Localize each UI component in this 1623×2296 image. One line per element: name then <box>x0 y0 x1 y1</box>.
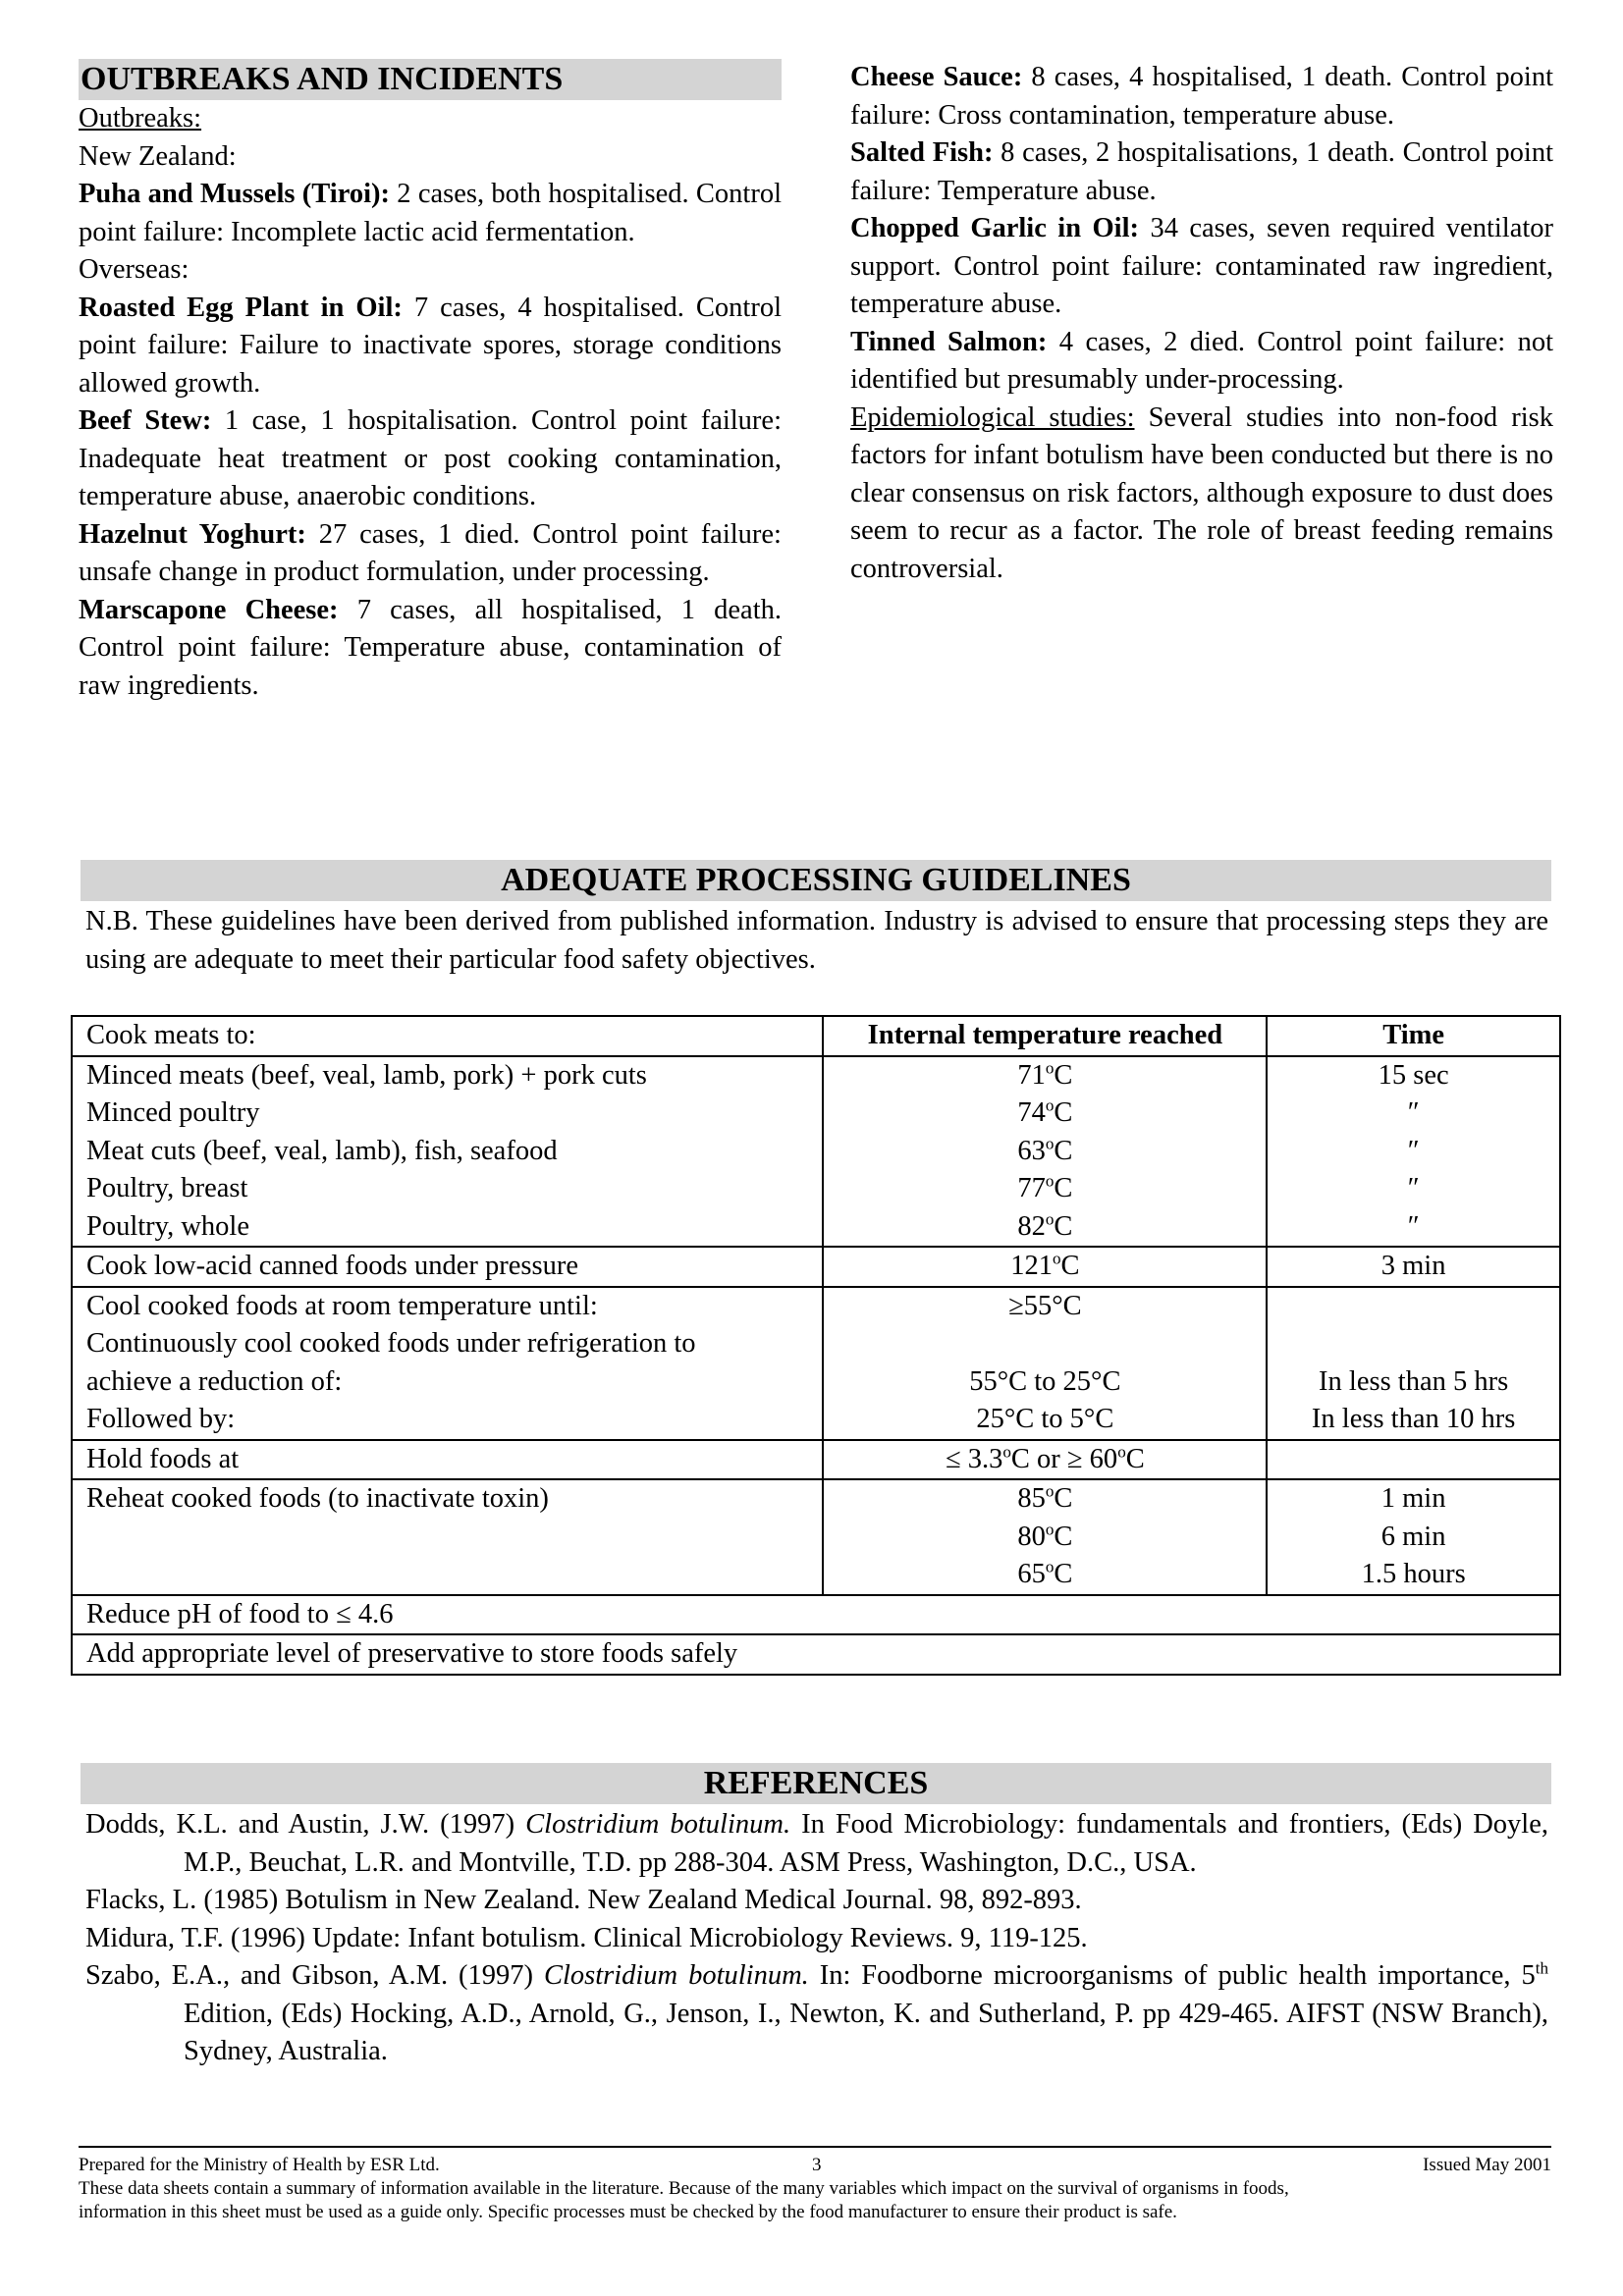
footer-disclaimer-1: These data sheets contain a summary of information available in the literature. Because of the many variables which impact on the survival of organisms in foods, <box>79 2178 1289 2199</box>
outbreak-entry: Beef Stew: 1 case, 1 hospitalisation. Control point failure: Inadequate heat treatment or post cooking contamination, temperature abuse, anaerobic conditions. <box>79 405 782 511</box>
outbreaks-heading: OUTBREAKS AND INCIDENTS <box>79 59 782 100</box>
outbreak-entry: Cheese Sauce: 8 cases, 4 hospitalised, 1 death. Control point failure: Cross contamination, temperature abuse. <box>850 62 1553 131</box>
outbreak-entry: Roasted Egg Plant in Oil: 7 cases, 4 hospitalised. Control point failure: Failure to inactivate spores, storage conditions allowed growth. <box>79 292 783 399</box>
reference-item: Szabo, E.A., and Gibson, A.M. (1997) Clostridium botulinum. In: Foodborne microorganisms of public health importance, 5th Edition, (Eds) Hocking, A.D., Arnold, G., Jenson, I., Newton, K. and Sutherland, P. pp 429-465. AIFST (NSW Branch), Sydney, Australia. <box>85 1958 1548 2066</box>
outbreak-entry: Tinned Salmon: 4 cases, 2 died. Control point failure: not identified but presumably under-processing. <box>850 326 1554 395</box>
table-row <box>72 1056 1560 1248</box>
table-row: Reheat cooked foods (to inactivate toxin) 85$^o$C 80$^o$C 65$^o$C 1 min 6 min 1.5 hours <box>72 1479 1560 1595</box>
header-time: Time <box>1267 1016 1560 1056</box>
table-header-row <box>72 1016 1560 1056</box>
guidelines-note: N.B. These guidelines have been derived from published information. Industry is advised to ensure that processing steps they are using are adequate to meet their particular food safety objectives. <box>85 906 1548 975</box>
reference-item: Flacks, L. (1985) Botulism in New Zealand. New Zealand Medical Journal. 98, 892-893. <box>85 1885 1082 1915</box>
header-cook-meats: Cook meats to: <box>72 1016 823 1056</box>
outbreaks-label: Outbreaks: <box>79 103 202 133</box>
outbreak-entry: Puha and Mussels (Tiroi): 2 cases, both hospitalised. Control point failure: Incomplete lactic acid fermentation. <box>79 179 782 247</box>
outbreak-entry: Marscapone Cheese: 7 cases, all hospitalised, 1 death. Control point failure: Temperature abuse, contamination of raw ingredients. <box>79 594 782 701</box>
outbreaks-left-column <box>79 59 782 705</box>
header-internal-temperature: Internal temperature reached <box>823 1016 1267 1056</box>
meats-items: Minced meats (beef, veal, lamb, pork) + pork cuts Minced poultry Meat cuts (beef, veal, lamb), fish, seafood Poultry, breast Poultry, whole <box>72 1056 823 1248</box>
table-row: Cook low-acid canned foods under pressure 121$^o$C 3 min <box>72 1247 1560 1287</box>
page-footer <box>79 2146 1551 2224</box>
footer-issued: Issued May 2001 <box>1423 2155 1551 2175</box>
epidemiological-studies: Epidemiological studies: Several studies into non-food risk factors for infant botulism have been conducted but there is no clear consensus on risk factors, although exposure to dust does seem to recur as a factor. The role of breast feeding remains controversial. <box>850 401 1553 584</box>
guidelines-heading: ADEQUATE PROCESSING GUIDELINES <box>81 860 1551 901</box>
reference-item: Midura, T.F. (1996) Update: Infant botulism. Clinical Microbiology Reviews. 9, 119-125. <box>85 1922 1088 1953</box>
table-row: Add appropriate level of preservative to store foods safely <box>72 1634 1560 1675</box>
references-list <box>85 1806 1548 2071</box>
page-number: 3 <box>812 2155 822 2175</box>
outbreak-entry: Hazelnut Yoghurt: 27 cases, 1 died. Control point failure: unsafe change in product formulation, under processing. <box>79 518 782 587</box>
outbreaks-right-column <box>850 59 1553 588</box>
table-row: Hold foods at ≤ $3.3^oC$ or ≥ $60^oC$ <box>72 1440 1560 1480</box>
footer-prepared: Prepared for the Ministry of Health by ESR Ltd. <box>79 2155 440 2175</box>
nz-label: New Zealand: <box>79 140 237 172</box>
table-row: Cool cooked foods at room temperature until: Continuously cool cooked foods under refrigeration to achieve a reduction of: Followed by: ≥55°C 55°C to 25°C 25°C to 5°C In less than 5 hrs In less than 10 hrs <box>72 1287 1560 1440</box>
meats-times: 15 sec ″ ″ ″ ″ <box>1267 1056 1560 1248</box>
table-row: Reduce pH of food to ≤ 4.6 <box>72 1595 1560 1635</box>
footer-disclaimer-2: information in this sheet must be used as a guide only. Specific processes must be checked by the food manufacturer to ensure their product is safe. <box>79 2202 1177 2222</box>
references-heading: REFERENCES <box>81 1763 1551 1804</box>
reference-item: Dodds, K.L. and Austin, J.W. (1997) Clostridium botulinum. In Food Microbiology: fundamentals and frontiers, (Eds) Doyle, M.P., Beuchat, L.R. and Montville, T.D. pp 288-304. ASM Press, Washington, D.C., USA. <box>85 1809 1548 1878</box>
outbreak-entry: Chopped Garlic in Oil: 34 cases, seven required ventilator support. Control point failure: contaminated raw ingredient, temperature abuse. <box>850 213 1554 319</box>
processing-guidelines-table <box>71 1015 1561 1676</box>
overseas-label: Overseas: <box>79 254 189 285</box>
meats-temps: 71$^o$C 74$^o$C 63$^o$C 77$^o$C 82$^o$C <box>823 1056 1267 1248</box>
outbreak-entry: Salted Fish: 8 cases, 2 hospitalisations, 1 death. Control point failure: Temperature abuse. <box>850 137 1553 206</box>
